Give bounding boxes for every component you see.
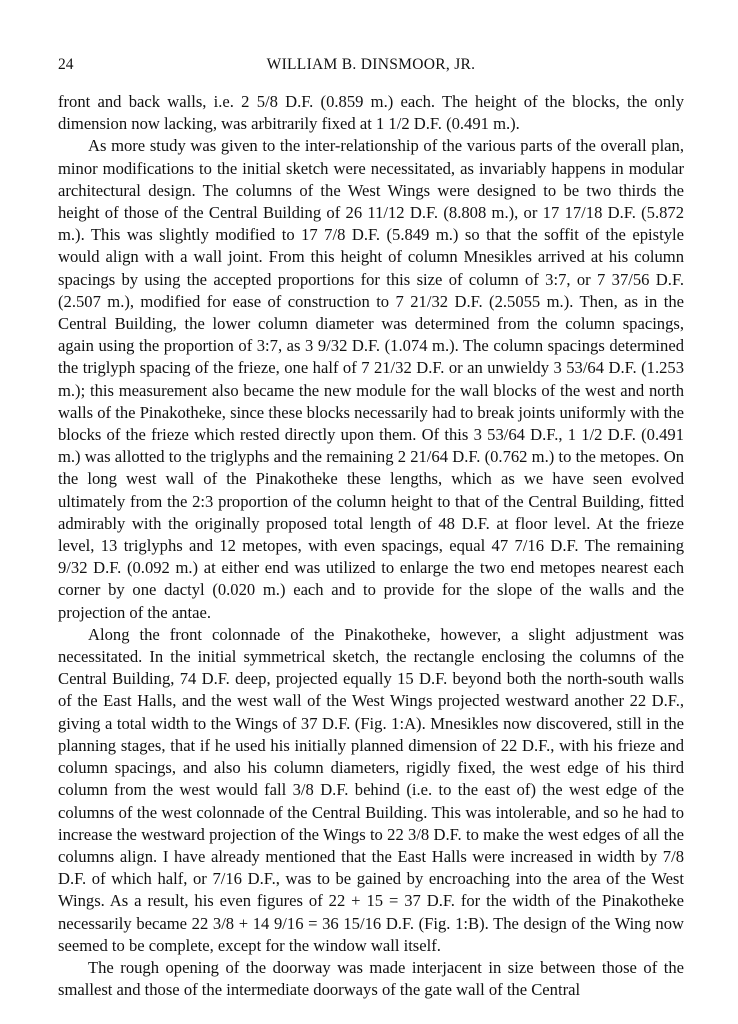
page-number: 24 xyxy=(58,56,74,73)
paragraph: The rough opening of the doorway was made interjacent in size between those of the smallest and those of the intermediate doorways of the gate wall of the Central xyxy=(58,957,684,1000)
running-head: WILLIAM B. DINSMOOR, JR. xyxy=(266,56,476,73)
page-header xyxy=(58,56,684,78)
paragraph: Along the front colonnade of the Pinakotheke, however, a slight adjustment was necessitated. In the initial symmetrical sketch, the rectangle enclosing the columns of the Central Building, 74 D.F. deep, projected equally 15 D.F. beyond both the north-south walls of the East Halls, and the west wall of the West Wings projected westward another 22 D.F., giving a total width to the Wings of 37 D.F. (Fig. 1:A). Mnesikles now discovered, still in the planning stages, that if he used his initially planned dimension of 22 D.F., with his frieze and column spacings, and also his column diameters, rigidly fixed, the west edge of his third column from the west would fall 3/8 D.F. behind (i.e. to the east of) the west edge of the columns of the west colonnade of the Central Building. This was intolerable, and so he had to increase the westward projection of the Wings to 22 3/8 D.F. to make the west edges of all the columns align. I have already mentioned that the East Halls were increased in width by 7/8 D.F. of which half, or 7/16 D.F., was to be gained by encroaching into the area of the West Wings. As a result, his even figures of 22 + 15 = 37 D.F. for the width of the Pinakotheke necessarily became 22 3/8 + 14 9/16 = 36 15/16 D.F. (Fig. 1:B). The design of the Wing now seemed to be complete, except for the window wall itself. xyxy=(58,624,684,955)
paragraph: As more study was given to the inter-relationship of the various parts of the overall plan, minor modifications to the initial sketch were necessitated, as invariably happens in modular architectural design. The columns of the West Wings were designed to be two thirds the height of those of the Central Building of 26 11/12 D.F. (8.808 m.), or 17 17/18 D.F. (5.872 m.). This was slightly modified to 17 7/8 D.F. (5.849 m.) so that the soffit of the epistyle would align with a wall joint. From this height of column Mnesikles arrived at his column spacings by using the accepted proportions for this size of column of 3:7, or 7 37/56 D.F. (2.507 m.), modified for ease of construction to 7 21/32 D.F. (2.5055 m.). Then, as in the Central Building, the lower column diameter was determined from the column spacings, again using the proportion of 3:7, as 3 9/32 D.F. (1.074 m.). The column spacings determined the triglyph spacing of the frieze, one half of 7 21/32 D.F. or an unwieldy 3 53/64 D.F. (1.253 m.); this measurement also became the new module for the wall blocks of the west and north walls of the Pinakotheke, since these blocks necessarily had to break joints uniformly with the blocks of the frieze which rested directly upon them. Of this 3 53/64 D.F., 1 1/2 D.F. (0.491 m.) was allotted to the triglyphs and the remaining 2 21/64 D.F. (0.762 m.) to the metopes. On the long west wall of the Pinakotheke these lengths, which as we have seen evolved ultimately from the 2:3 proportion of the column height to that of the Central Building, fitted admirably with the originally proposed total length of 48 D.F. at floor level. At the frieze level, 13 triglyphs and 12 metopes, with even spacings, equal 47 7/16 D.F. The remaining 9/32 D.F. (0.092 m.) at either end was utilized to enlarge the two end metopes nearest each corner by one dactyl (0.020 m.) each and to provide for the slope of the walls and the projection of the antae. xyxy=(58,136,684,622)
body-text xyxy=(58,91,684,1001)
paragraph-continued: front and back walls, i.e. 2 5/8 D.F. (0.859 m.) each. The height of the blocks, the only dimension now lacking, was arbitrarily fixed at 1 1/2 D.F. (0.491 m.). xyxy=(58,92,684,134)
